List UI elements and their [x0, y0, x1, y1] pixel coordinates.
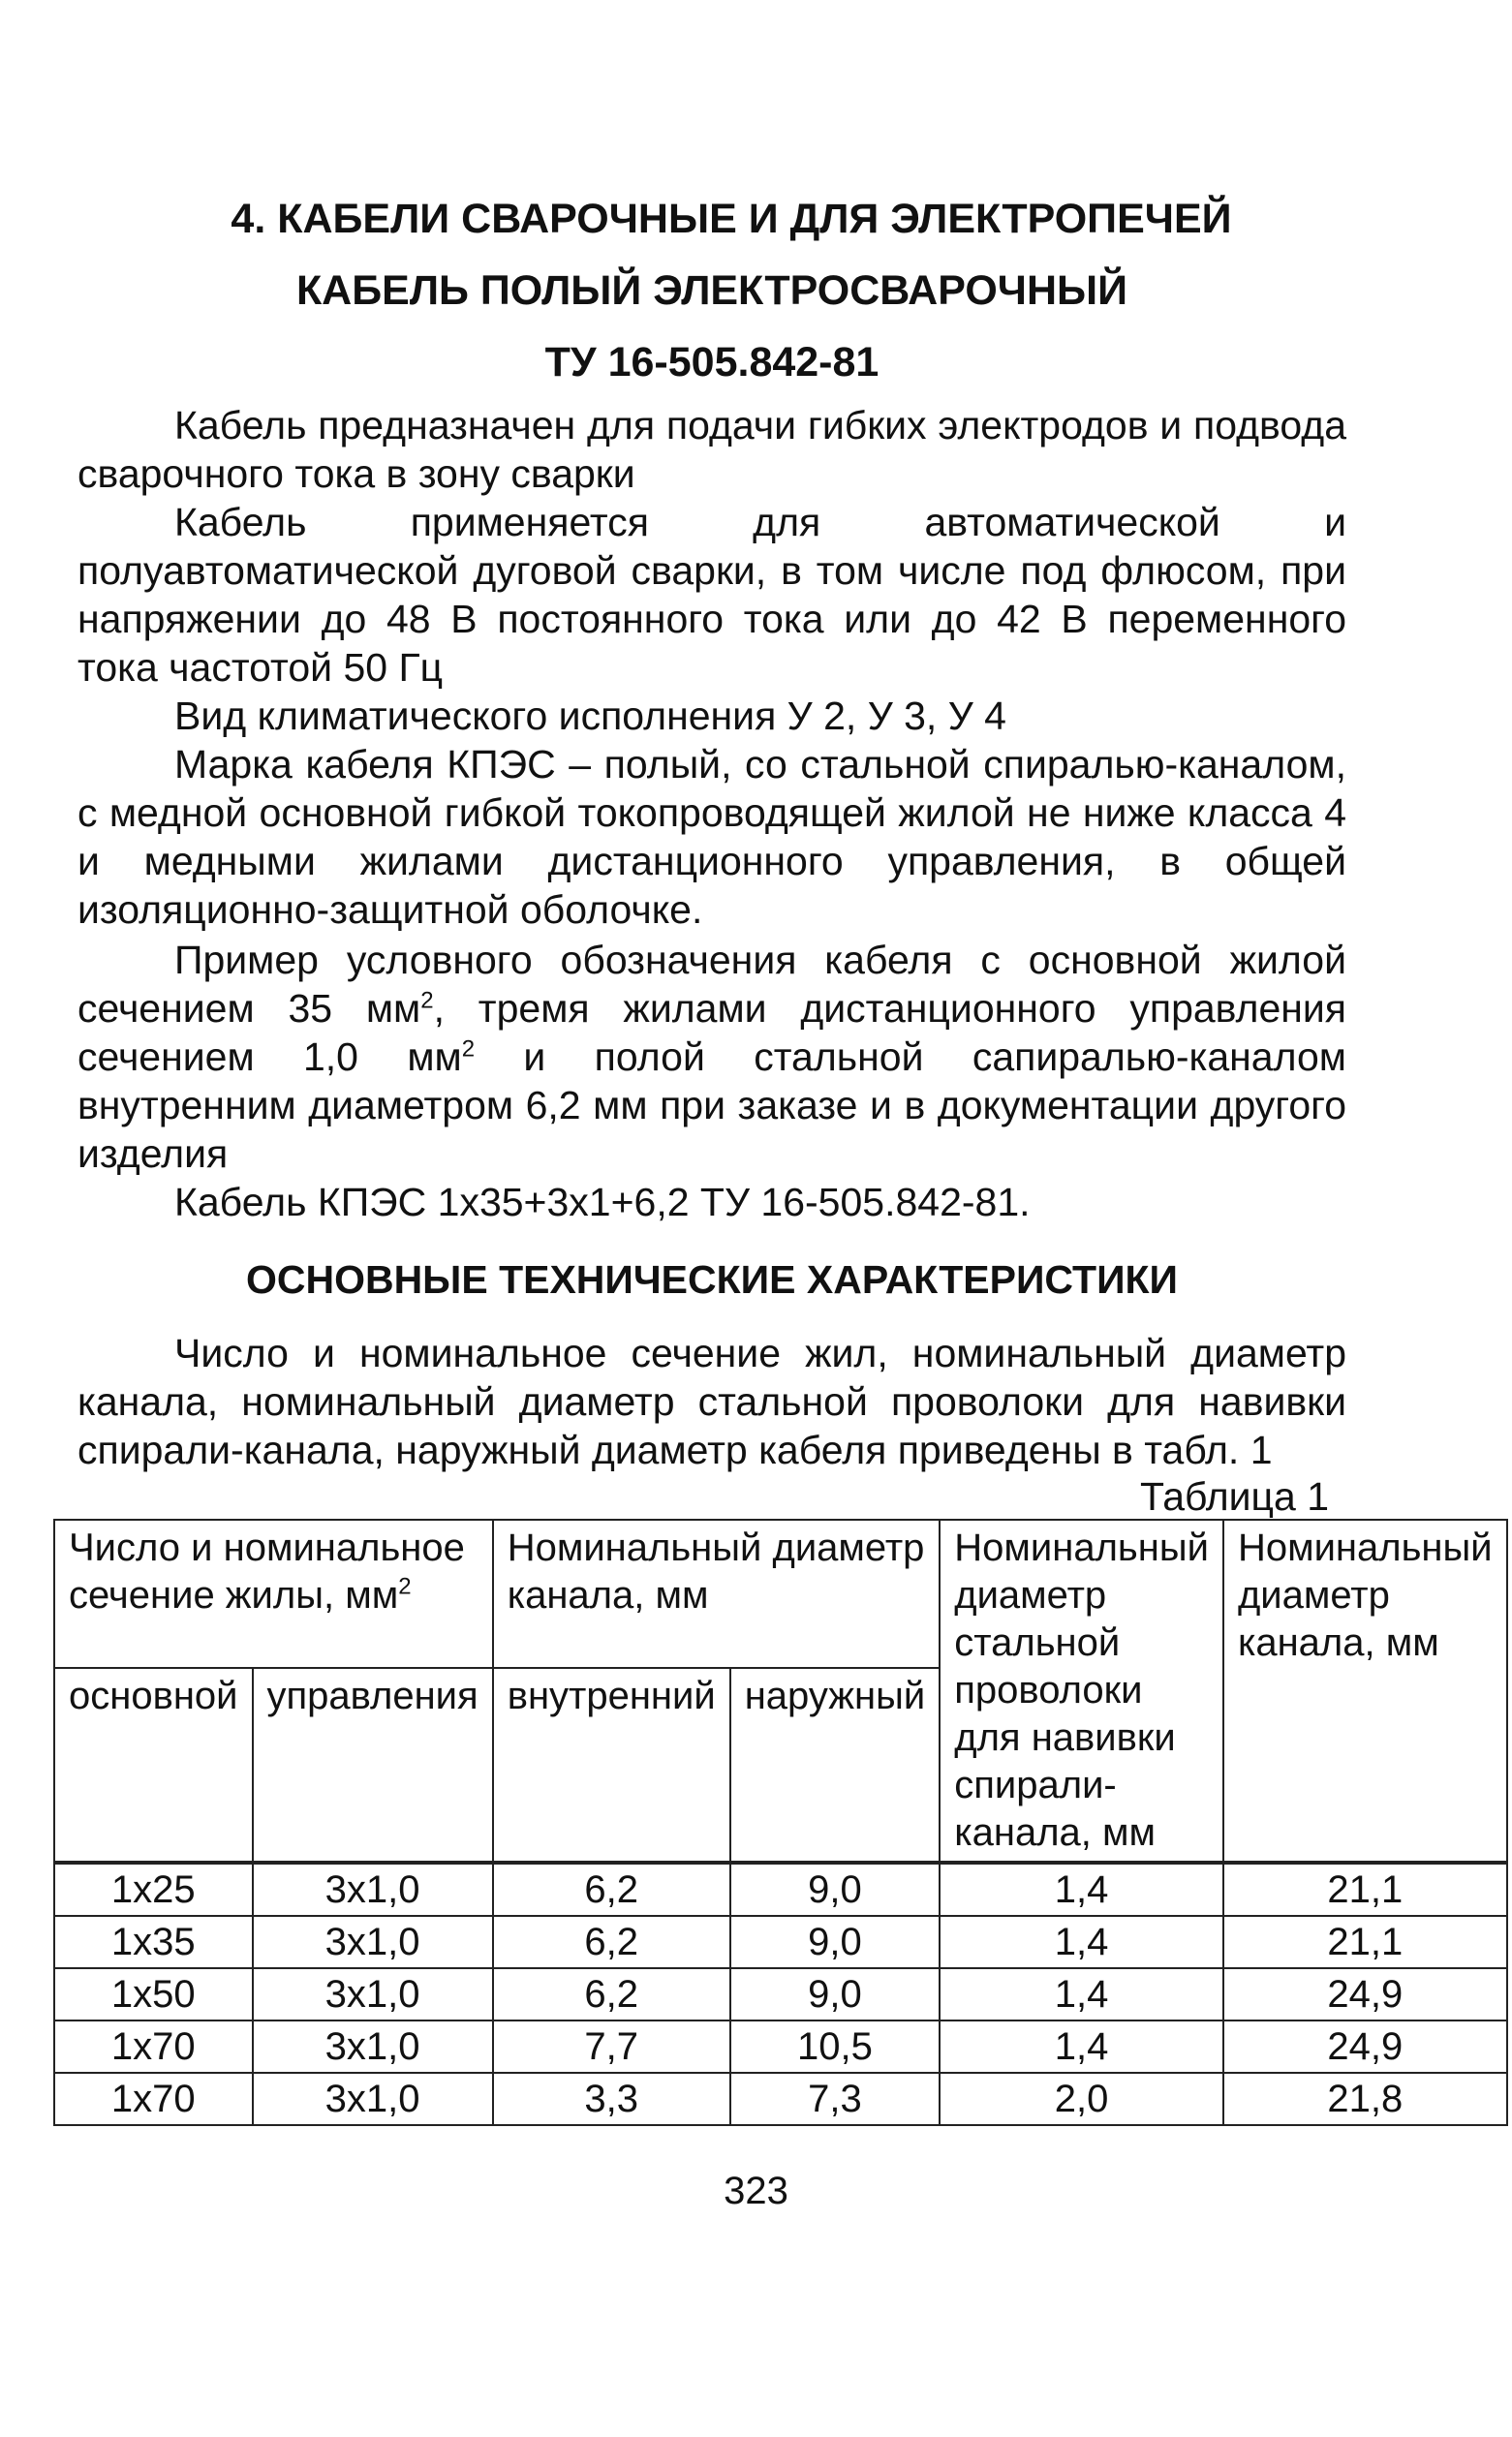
table-row [54, 2073, 1507, 2125]
cell-wire: 1,4 [940, 1916, 1223, 1968]
cell-wire: 1,4 [940, 1863, 1223, 1916]
header-channel: Номинальный диаметр канала, мм [493, 1520, 941, 1668]
cell-external: 9,0 [730, 1863, 941, 1916]
cell-diameter: 24,9 [1223, 2021, 1507, 2073]
header-cores-text: Число и номинальное сечение жилы, мм [69, 1527, 465, 1617]
cell-control: 3х1,0 [253, 1968, 493, 2021]
table-caption: Таблица 1 [1140, 1474, 1329, 1519]
cell-control: 3х1,0 [253, 2021, 493, 2073]
table-row [54, 2021, 1507, 2073]
section-heading: 4. КАБЕЛИ СВАРОЧНЫЕ И ДЛЯ ЭЛЕКТРОПЕЧЕЙ [231, 196, 1232, 242]
header-main: основной [54, 1668, 253, 1863]
cell-external: 9,0 [730, 1968, 941, 2021]
table-header-row [54, 1520, 1507, 1668]
purpose-paragraph: Кабель предназначен для подачи гибких электродов и подвода сварочного тока в зону сварки [77, 403, 1346, 496]
cell-main: 1х25 [54, 1863, 253, 1916]
example-text-1: Пример условного обозначения кабеля с основной жилой сечением 35 мм [77, 938, 1346, 1031]
header-external: наружный [730, 1668, 941, 1863]
example-paragraph [77, 936, 1346, 1178]
cell-wire: 2,0 [940, 2073, 1223, 2125]
table-row [54, 1863, 1507, 1916]
application-paragraph: Кабель применяется для автоматической и полуавтоматической дуговой сварки, в том числе под флюсом, при напряжении до 48 В постоянного тока или до 42 В переменного тока частотой 50 Гц [77, 500, 1346, 690]
cell-diameter: 21,1 [1223, 1916, 1507, 1968]
cell-control: 3х1,0 [253, 1863, 493, 1916]
header-cores [54, 1520, 493, 1668]
example-text-3: и полой стальной сапиралью-каналом внутренним диаметром 6,2 мм при заказе и в документации другого изделия [77, 1034, 1346, 1176]
cell-wire: 1,4 [940, 2021, 1223, 2073]
document-page [69, 194, 1493, 2126]
cell-inner: 3,3 [493, 2073, 730, 2125]
cell-inner: 6,2 [493, 1916, 730, 1968]
climate-paragraph: Вид климатического исполнения У 2, У 3, У 4 [174, 694, 1006, 738]
cell-main: 1х35 [54, 1916, 253, 1968]
header-wire: Номинальный диаметр стальной проволоки для навивки спирали-канала, мм [940, 1520, 1223, 1863]
designation-line: Кабель КПЭС 1х35+3х1+6,2 ТУ 16-505.842-81. [174, 1180, 1031, 1224]
cell-external: 10,5 [730, 2021, 941, 2073]
brand-paragraph: Марка кабеля КПЭС – полый, со стальной спиралью-каналом, с медной основной гибкой токопроводящей жилой не ниже класса 4 и медными жилами дистанционного управления, в общей изоляционно-защитной оболочке. [77, 742, 1346, 932]
cell-main: 1х50 [54, 1968, 253, 2021]
header-outer-diameter: Номинальный диаметр канала, мм [1223, 1520, 1507, 1863]
spec-code-heading: ТУ 16-505.842-81 [544, 339, 879, 386]
cell-main: 1х70 [54, 2021, 253, 2073]
table-row [54, 1916, 1507, 1968]
cell-diameter: 21,8 [1223, 2073, 1507, 2125]
cell-control: 3х1,0 [253, 1916, 493, 1968]
cell-diameter: 21,1 [1223, 1863, 1507, 1916]
cell-main: 1х70 [54, 2073, 253, 2125]
example-text-2: , тремя жилами дистанционного управления сечением 1,0 мм [77, 986, 1346, 1079]
product-heading: КАБЕЛЬ ПОЛЫЙ ЭЛЕКТРОСВАРОЧНЫЙ [295, 267, 1128, 314]
page-number: 323 [724, 2170, 788, 2212]
specification-table [53, 1519, 1508, 2126]
cell-inner: 6,2 [493, 1968, 730, 2021]
table-row [54, 1968, 1507, 2021]
cell-external: 7,3 [730, 2073, 941, 2125]
cell-inner: 7,7 [493, 2021, 730, 2073]
cell-control: 3х1,0 [253, 2073, 493, 2125]
cell-wire: 1,4 [940, 1968, 1223, 2021]
characteristics-intro: Число и номинальное сечение жил, номинальный диаметр канала, номинальный диаметр стальной проволоки для навивки спирали-канала, наружный диаметр кабеля приведены в табл. 1 [77, 1331, 1346, 1472]
cell-diameter: 24,9 [1223, 1968, 1507, 2021]
header-inner: внутренний [493, 1668, 730, 1863]
header-cores-superscript: 2 [398, 1573, 412, 1600]
example-superscript-1: 2 [420, 987, 434, 1014]
header-control: управления [253, 1668, 493, 1863]
cell-external: 9,0 [730, 1916, 941, 1968]
cell-inner: 6,2 [493, 1863, 730, 1916]
characteristics-heading: ОСНОВНЫЕ ТЕХНИЧЕСКИЕ ХАРАКТЕРИСТИКИ [245, 1257, 1179, 1302]
example-superscript-2: 2 [461, 1035, 476, 1063]
